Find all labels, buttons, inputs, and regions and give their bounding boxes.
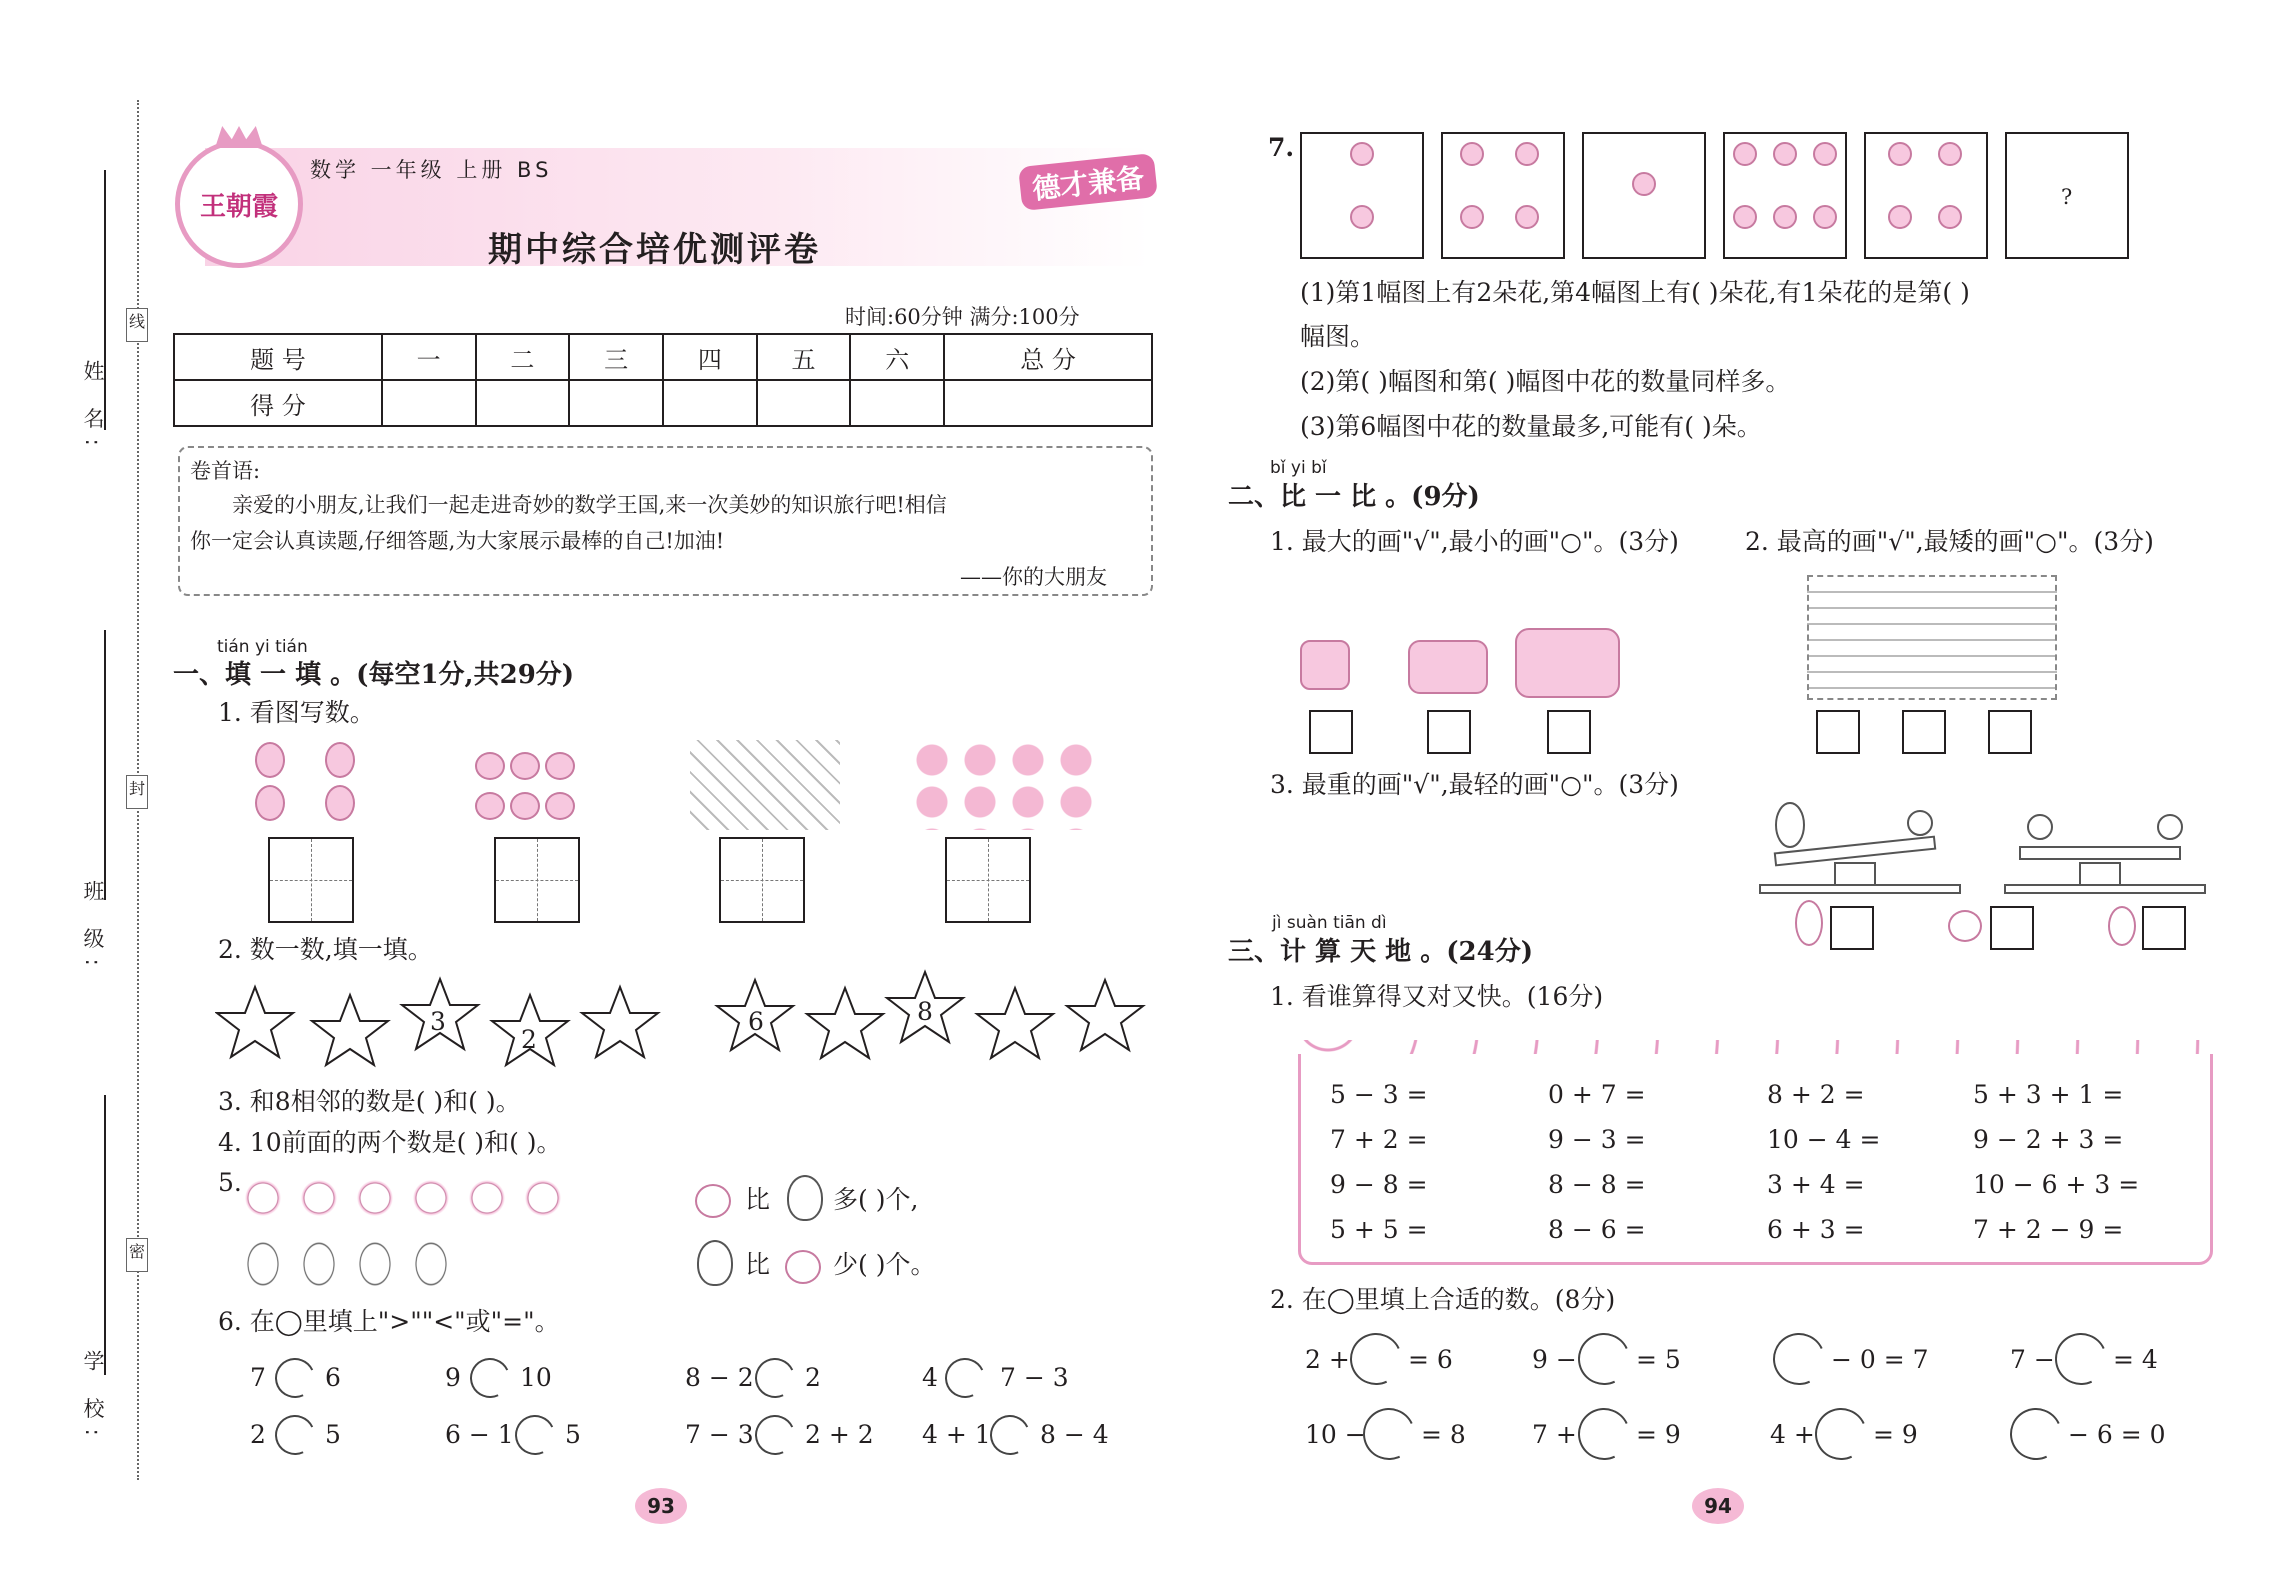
seal-feng: 封 [126,775,148,809]
flower-icon [1813,142,1837,166]
score-header-cell: 三 [569,334,663,380]
fill-left: 7 + [1532,1420,1577,1449]
score-row-label: 得 分 [174,380,382,426]
flower-icon [1773,142,1797,166]
name-write-line [104,170,106,430]
answer-grid-box[interactable] [945,837,1031,923]
height-chart-picture [1807,575,2057,700]
fill-circle[interactable] [1571,1401,1638,1468]
compare-left: 8 − 2 [685,1363,754,1392]
calc-item: 8 − 6 = [1548,1215,1646,1244]
pineapple-icon [1795,900,1823,946]
tomato-picture [545,752,575,780]
compare-right: 5 [565,1420,581,1449]
calc-item: 10 − 4 = [1767,1125,1881,1154]
compare-circle[interactable] [984,1409,1035,1460]
tomato-picture [475,792,505,820]
answer-box[interactable] [1547,710,1591,754]
tomato-row [245,1180,565,1218]
subject-line: 数学 一年级 上册 BS [310,158,553,182]
answer-box[interactable] [1830,906,1874,950]
strawberry-picture [255,742,285,778]
s2-q1: 1. 最大的画"√",最小的画"○"。(3分) [1270,527,1679,556]
pear-icon [787,1175,823,1221]
fill-circle[interactable] [2048,1326,2115,1393]
flower-icon [1938,142,1962,166]
s2-q2: 2. 最高的画"√",最矮的画"○"。(3分) [1745,527,2154,556]
answer-box[interactable] [2142,906,2186,950]
s2-q3: 3. 最重的画"√",最轻的画"○"。(3分) [1270,770,1679,799]
strawberry-picture [325,785,355,821]
answer-box[interactable] [1816,710,1860,754]
pear-row [245,1238,465,1288]
calc-item: 7 + 2 − 9 = [1973,1215,2124,1244]
compare-circle[interactable] [939,1352,990,1403]
fill-left: 4 + [1770,1420,1815,1449]
star-shape [1067,980,1143,1050]
flower-icon [1460,142,1484,166]
score-cell[interactable] [944,380,1152,426]
compare-left: 4 [922,1363,938,1392]
compare-circle[interactable] [509,1409,560,1460]
compare-right: 7 − 3 [1000,1363,1069,1392]
compare-left: 7 − 3 [685,1420,754,1449]
q7-part3: (3)第6幅图中花的数量最多,可能有( )朵。 [1300,412,1762,441]
score-cell[interactable] [476,380,570,426]
compare-right: 6 [325,1363,341,1392]
preface-box [178,446,1153,596]
answer-grid-box[interactable] [494,837,580,923]
answer-box[interactable] [1902,710,1946,754]
pear-icon [2108,906,2136,946]
fill-left: 10 − [1305,1420,1366,1449]
logo-text: 王朝霞 [199,191,278,222]
fill-right: = 9 [1636,1420,1681,1449]
flower-icon [1733,142,1757,166]
q6-text: 6. 在◯里填上">""<"或"="。 [218,1307,560,1336]
section2-pinyin: bǐ yi bǐ [1270,458,1327,478]
compare-circle[interactable] [269,1352,320,1403]
compare-circle[interactable] [464,1352,515,1403]
badge: 德才兼备 [1018,153,1158,211]
calc-item: 7 + 2 = [1330,1125,1428,1154]
large-cake-picture [1515,628,1620,698]
preface-heading: 卷首语: [190,459,261,483]
compare-left: 2 [250,1420,266,1449]
fill-left: 7 − [2010,1345,2055,1374]
calc-item: 9 − 8 = [1330,1170,1428,1199]
school-write-line [104,1095,106,1375]
strawberry-picture [325,742,355,778]
fill-circle[interactable] [1766,1326,1833,1393]
fill-left: 9 − [1532,1345,1577,1374]
section3-pinyin: jì suàn tiān dì [1272,913,1387,933]
time-info: 时间:60分钟 满分:100分 [845,305,1080,329]
tomato-picture [510,792,540,820]
s3-q2: 2. 在◯里填上合适的数。(8分) [1270,1285,1616,1314]
fill-right: − 6 = 0 [2068,1420,2166,1449]
flower-icon [1888,142,1912,166]
candy-picture [912,740,1092,830]
tomato-icon [695,1184,731,1218]
fill-circle[interactable] [2003,1401,2070,1468]
score-cell[interactable] [757,380,851,426]
fill-right: = 9 [1873,1420,1918,1449]
q2-text: 2. 数一数,填一填。 [218,935,433,964]
compare-right: 2 + 2 [805,1420,874,1449]
compare-left: 9 [445,1363,461,1392]
q5-less-bi: 比 [745,1250,771,1279]
tomato-picture [545,792,575,820]
calc-item: 5 + 5 = [1330,1215,1428,1244]
star-number: 3 [430,1007,446,1036]
tomato-icon [1948,910,1982,942]
compare-left: 6 − 1 [445,1420,514,1449]
section1-title: 一、填 一 填 。(每空1分,共29分) [173,660,575,690]
name-label: 姓 名: [81,360,105,456]
pear-icon [697,1240,733,1286]
preface-line2: 你一定会认真读题,仔细答题,为大家展示最棒的自己!加油! [190,529,725,553]
flower-icon [1515,205,1539,229]
flower-icon [1733,205,1757,229]
fill-right: = 5 [1636,1345,1681,1374]
flower-icon [1888,205,1912,229]
flower-icon [1350,205,1374,229]
star-number: 6 [748,1007,764,1036]
star-shape [807,988,883,1058]
medium-cake-picture [1408,640,1488,694]
calc-item: 6 + 3 = [1767,1215,1865,1244]
q7-part1a: (1)第1幅图上有2朵花,第4幅图上有( )朵花,有1朵花的是第( ) [1300,278,1970,307]
calc-item: 8 − 8 = [1548,1170,1646,1199]
preface-line1: 亲爱的小朋友,让我们一起走进奇妙的数学王国,来一次美妙的知识旅行吧!相信 [232,493,947,517]
star-number: 8 [917,997,933,1026]
q5-more-bi: 比 [745,1185,771,1214]
flower-figure-6 [2005,132,2129,259]
flower-icon [1938,205,1962,229]
star-shape [582,987,658,1057]
calc-item: 3 + 4 = [1767,1170,1865,1199]
school-label: 学 校: [81,1350,105,1446]
flower-icon [1773,205,1797,229]
score-cell[interactable] [382,380,476,426]
q5-less-end: 少( )个。 [833,1250,936,1279]
score-header-cell: 五 [757,334,851,380]
score-header-cell: 一 [382,334,476,380]
calc-item: 5 − 3 = [1330,1080,1428,1109]
seal-mi: 密 [126,1238,148,1272]
answer-grid-box[interactable] [268,837,354,923]
tomato-icon [785,1250,821,1284]
page-title: 期中综合培优测评卷 [488,230,821,270]
calc-item: 9 − 2 + 3 = [1973,1125,2124,1154]
compare-left: 4 + 1 [922,1420,991,1449]
star-number: 2 [521,1025,537,1054]
q4-text: 4. 10前面的两个数是( )和( )。 [218,1128,562,1157]
fill-circle[interactable] [1356,1401,1423,1468]
flower-icon [1813,205,1837,229]
calc-item: 8 + 2 = [1767,1080,1865,1109]
dragonfly-picture [690,740,840,830]
score-cell[interactable] [850,380,944,426]
section3-title: 三、计 算 天 地 。(24分) [1228,937,1533,967]
tomato-picture [475,752,505,780]
answer-box[interactable] [1990,906,2034,950]
score-header-cell: 总 分 [944,334,1152,380]
answer-grid-box[interactable] [719,837,805,923]
q5-more-end: 多( )个, [833,1185,919,1214]
q3-text: 3. 和8相邻的数是( )和( )。 [218,1087,521,1116]
class-label: 班 级: [81,880,105,976]
balance-scales-picture [1750,785,2220,895]
fill-left: 2 + [1305,1345,1350,1374]
s3-q1: 1. 看谁算得又对又快。(16分) [1270,982,1604,1011]
q7-part1b: 幅图。 [1300,322,1376,351]
flower-icon [1350,142,1374,166]
score-table-score-row [174,380,1152,426]
score-cell[interactable] [663,380,757,426]
star-shape [217,987,293,1057]
fill-right: = 4 [2113,1345,2158,1374]
compare-left: 7 [250,1363,266,1392]
calc-item: 5 + 3 + 1 = [1973,1080,2124,1109]
star-shape [312,995,388,1065]
flower-icon [1515,142,1539,166]
compare-right: 2 [805,1363,821,1392]
compare-circle[interactable] [749,1409,800,1460]
fill-right: = 8 [1421,1420,1466,1449]
calc-item: 10 − 6 + 3 = [1973,1170,2140,1199]
fill-right: − 0 = 7 [1831,1345,1929,1374]
preface-signature: ——你的大朋友 [960,565,1107,589]
page-number-left: 93 [635,1488,687,1524]
crown-icon [215,126,263,148]
score-header-cell: 二 [476,334,570,380]
strawberry-picture [255,785,285,821]
fill-right: = 6 [1408,1345,1453,1374]
flower-icon [1632,172,1656,196]
compare-right: 5 [325,1420,341,1449]
flower-icon [1460,205,1484,229]
answer-box[interactable] [1427,710,1471,754]
section1-pinyin: tián yi tián [217,637,308,657]
page-number-right: 94 [1692,1488,1744,1524]
seal-xian: 线 [126,308,148,342]
fill-circle[interactable] [1343,1326,1410,1393]
score-cell[interactable] [569,380,663,426]
section2-title: 二、比 一 比 。(9分) [1228,482,1480,512]
tomato-picture [510,752,540,780]
score-header-cell: 题 号 [174,334,382,380]
fill-circle[interactable] [1571,1326,1638,1393]
answer-box[interactable] [1309,710,1353,754]
score-header-cell: 六 [850,334,944,380]
q1-text: 1. 看图写数。 [218,698,375,727]
compare-circle[interactable] [749,1352,800,1403]
score-header-cell: 四 [663,334,757,380]
star-shape [977,988,1053,1058]
unknown-mark: ? [2061,185,2073,209]
q7-num: 7. [1268,133,1295,162]
score-table [173,333,1153,427]
q7-part2: (2)第( )幅图和第( )幅图中花的数量同样多。 [1300,367,1791,396]
small-cake-picture [1300,640,1350,690]
score-table-header-row [174,334,1152,380]
calc-item: 0 + 7 = [1548,1080,1646,1109]
compare-right: 8 − 4 [1040,1420,1109,1449]
logo-seal [175,140,303,268]
compare-right: 10 [520,1363,552,1392]
calc-item: 9 − 3 = [1548,1125,1646,1154]
flower-figure-5 [1864,132,1988,259]
fill-circle[interactable] [1808,1401,1875,1468]
answer-box[interactable] [1988,710,2032,754]
wavy-top-border [1298,1040,2213,1054]
compare-circle[interactable] [269,1409,320,1460]
class-write-line [104,630,106,900]
q5-label: 5. [218,1168,242,1197]
